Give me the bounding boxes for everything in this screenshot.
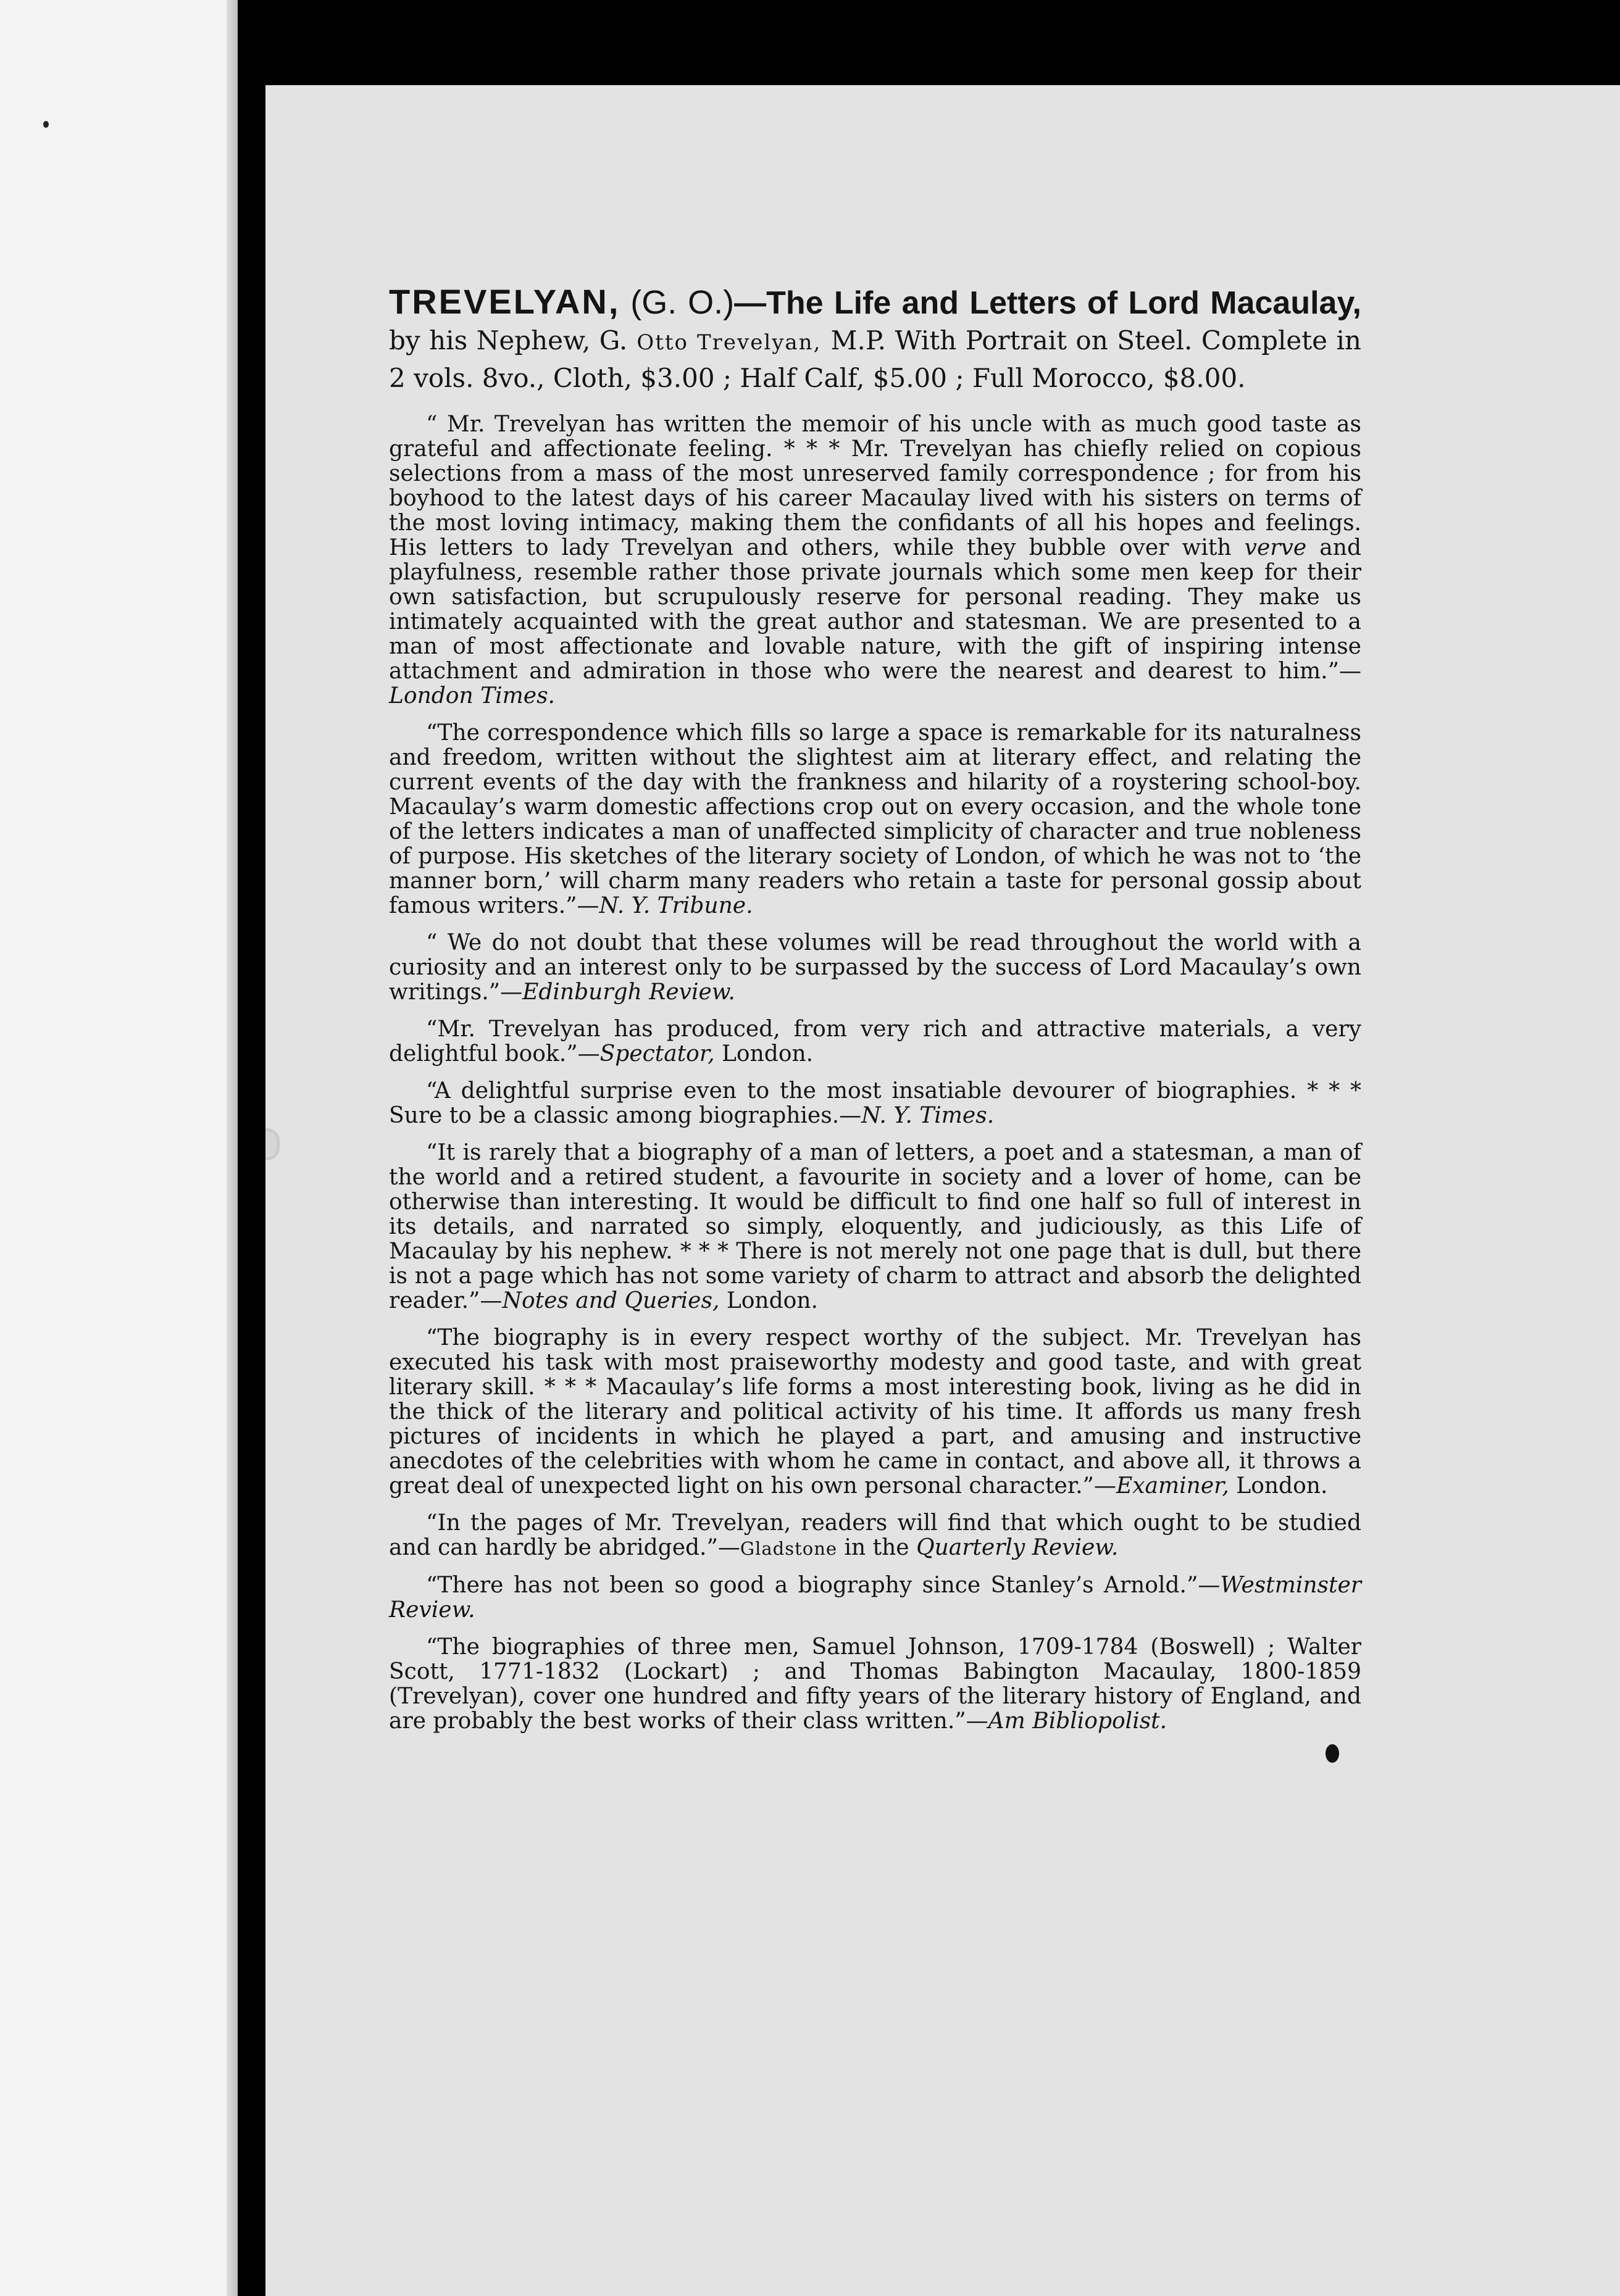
review-text: “ We do not doubt that these volumes will be read throughout the world with a curiosity and an interest only to be surpassed by the success of Lord Macaulay’s own writings.”— <box>389 930 1361 1005</box>
review-notes-and-queries <box>389 1141 1361 1313</box>
review-text: “The correspondence which fills so large a space is remarkable for its naturalness and freedom, written without the slightest aim at literary effect, and relating the current events of the day with the frankness and hilarity of a roystering school-boy. Macaulay’s warm domestic affections crop out on every occasion, and the whole tone of the letters indicates a man of unaffected simplicity of character and true nobleness of purpose. His sketches of the literary society of London, of which he was not to ‘the manner born,’ will charm many readers who retain a taste for personal gossip about famous writers.”— <box>389 720 1361 918</box>
review-text: “ Mr. Trevelyan has written the memoir of his uncle with as much good taste as grateful and affectionate feeling. * * * Mr. Trevelyan has chiefly relied on copious selections from a mass of the most unreserved family correspondence ; for from his boyhood to the latest days of his career Macaulay lived with his sisters on terms of the most loving intimacy, making them the confidants of all his hopes and feelings. His letters to lady Trevelyan and others, while they bubble over with <box>389 412 1361 560</box>
review-source: N. Y. Times. <box>861 1103 995 1128</box>
review-ny-tribune <box>389 721 1361 918</box>
book-entry-heading <box>389 284 1361 396</box>
book-title: —The Life and Letters of Lord Macaulay, <box>734 285 1361 321</box>
review-london-times <box>389 412 1361 709</box>
edition-details: M.P. With Portrait on Steel. Complete in 2 vols. 8vo., Cloth, $3.00 ; Half Calf, $5.00 ; Full Morocco, $8.00. <box>389 325 1361 393</box>
review-text: “The biographies of three men, Samuel Johnson, 1709-1784 (Boswell) ; Walter Scott, 1771-1832 (Lockart) ; and Thomas Babington Macaulay, 1800-1859 (Trevelyan), cover one hundred and fifty years of the literary history of England, and are probably the best works of their class written.”— <box>389 1634 1361 1734</box>
review-text: “It is rarely that a biography of a man of letters, a poet and a statesman, a man of the world and a retired student, a favourite in society and a lover of home, can be otherwise than interesting. It would be difficult to find one half so full of interest in its details, and narrated so simply, eloquently, and judiciously, as this Life of Macaulay by his nephew. * * * There is not merely not one page that is dull, but there is not a page which has not some variety of charm to attract and absorb the delighted reader.”— <box>389 1140 1361 1313</box>
review-source: Quarterly Review. <box>916 1535 1119 1560</box>
page-gutter-edge <box>227 0 238 2296</box>
page-content <box>389 284 1361 1746</box>
review-examiner <box>389 1326 1361 1499</box>
review-source: Examiner, <box>1116 1473 1229 1499</box>
by-line: by his Nephew, G. <box>389 325 628 356</box>
review-emphasis: verve <box>1244 535 1307 560</box>
review-quarterly-review <box>389 1511 1361 1561</box>
nephew-name: Otto Trevelyan, <box>637 330 822 355</box>
paper-tab-mark <box>265 1128 280 1160</box>
right-page <box>265 85 1620 2296</box>
review-text: “The biography is in every respect worthy of the subject. Mr. Trevelyan has executed his task with most praiseworthy modesty and good taste, and with great literary skill. * * * Macaulay’s life forms a most interesting book, living as he did in the thick of the literary and political activity of his time. It affords us many fresh pictures of incidents in which he played a part, and amusing and instructive anecdotes of the celebrities with whom he came in contact, and above all, it throws a great deal of unexpected light on his own personal character.”— <box>389 1325 1361 1499</box>
review-connector: in the <box>844 1535 909 1560</box>
review-source: N. Y. Tribune. <box>599 893 753 918</box>
ink-blot <box>1326 1744 1339 1763</box>
review-text-continued: and playfulness, resemble rather those private journals which some men keep for their own satisfaction, but scrupulously reserve for personal reading. They make us intimately acquainted with the great author and statesman. We are presented to a man of most affectionate and lovable nature, with the gift of inspiring intense attachment and admiration in those who were the nearest and dearest to him.”— <box>389 535 1361 684</box>
review-westminster-review <box>389 1573 1361 1623</box>
review-place: London. <box>726 1288 818 1313</box>
review-text: “A delightful surprise even to the most insatiable devourer of biographies. * * * Sure to be a classic among biographies.— <box>389 1078 1361 1128</box>
review-source: London Times. <box>389 683 555 709</box>
review-author: Gladstone <box>740 1538 838 1559</box>
ink-speck <box>43 121 49 128</box>
review-place: London. <box>722 1041 814 1067</box>
review-text: “There has not been so good a biography since Stanley’s Arnold.”— <box>426 1573 1221 1598</box>
review-spectator <box>389 1017 1361 1067</box>
review-text: “In the pages of Mr. Trevelyan, readers will find that which ought to be studied and can hardly be abridged.”— <box>389 1510 1361 1560</box>
review-source: Spectator, <box>599 1041 715 1067</box>
author-name: TREVELYAN, <box>389 282 620 321</box>
left-page-blank <box>0 0 238 2296</box>
review-ny-times <box>389 1079 1361 1128</box>
review-place: London. <box>1236 1473 1328 1499</box>
review-source: Edinburgh Review. <box>522 980 735 1005</box>
review-edinburgh-review <box>389 931 1361 1005</box>
author-initials: (G. O.) <box>630 284 735 321</box>
review-source: Westminster Review. <box>389 1573 1361 1623</box>
review-am-bibliopolist <box>389 1635 1361 1734</box>
review-source: Am Bibliopolist. <box>988 1708 1167 1734</box>
review-text: “Mr. Trevelyan has produced, from very rich and attractive materials, a very delightful book.”— <box>389 1017 1361 1067</box>
review-source: Notes and Queries, <box>502 1288 720 1313</box>
